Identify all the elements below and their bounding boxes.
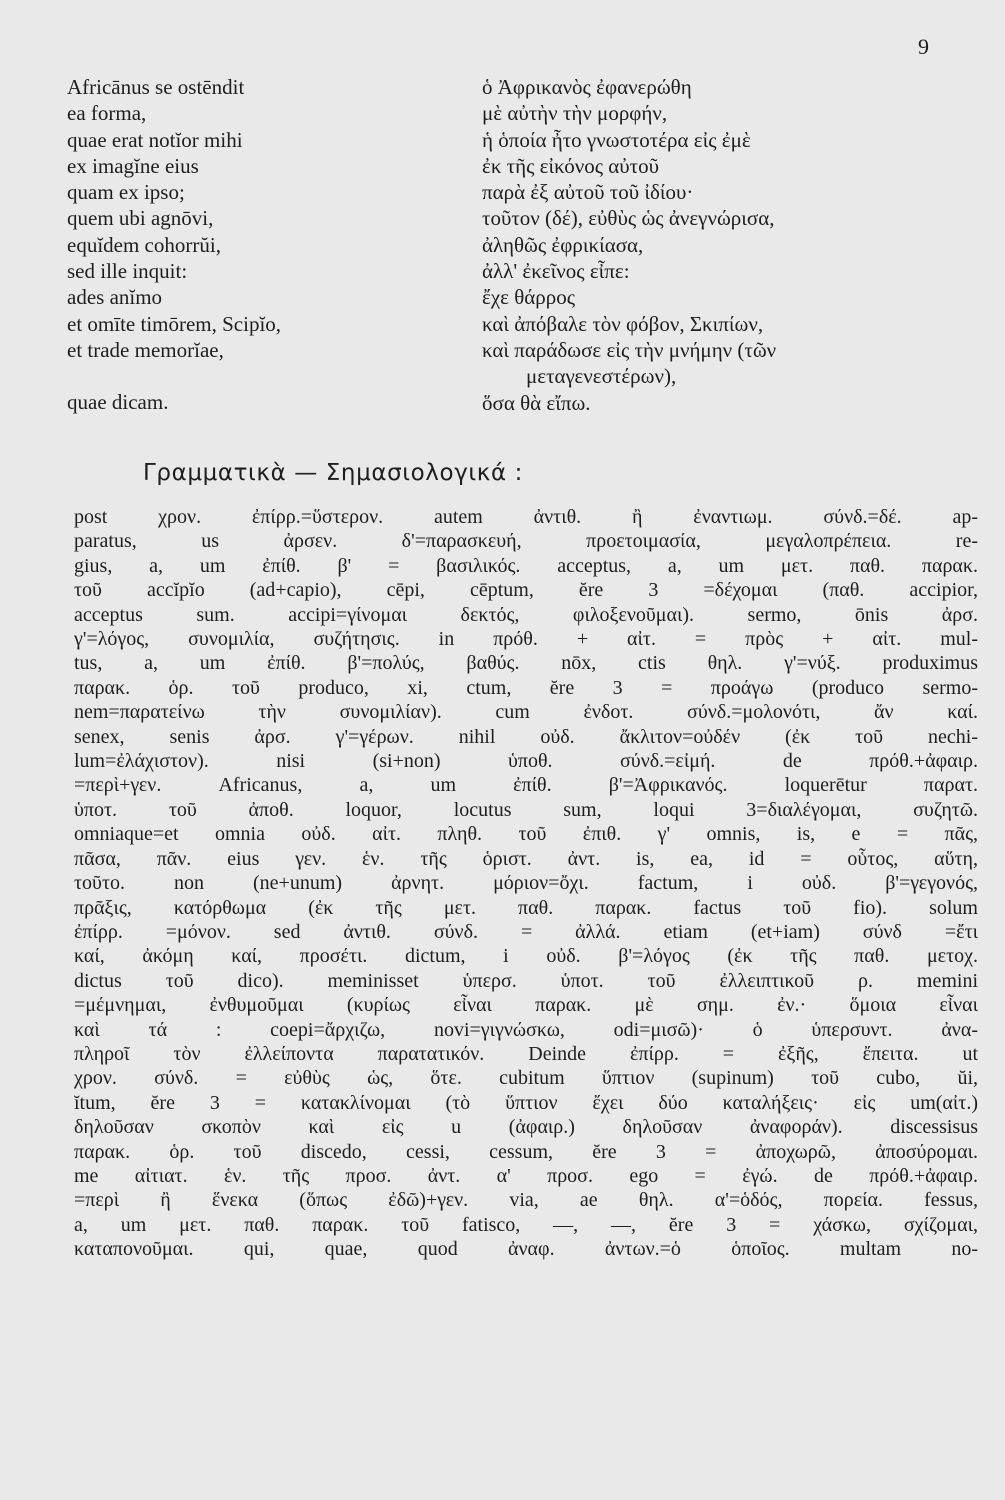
glossary-line: πληροῖ τὸν ἐλλείποντα παρατατικόν. Deinde ἐπίρρ. = ἐξῆς, ἔπειτα. ut xyxy=(74,1042,978,1065)
latin-text-column xyxy=(67,74,447,416)
glossary-line: a, um μετ. παθ. παρακ. τοῦ fatisco, —, —, ĕre 3 = χάσκω, σχίζομαι, xyxy=(74,1213,978,1236)
glossary-paragraph xyxy=(74,505,978,1262)
glossary-line: πᾶσα, πᾶν. eius γεν. ἑν. τῆς ὁριστ. ἀντ. is, ea, id = οὗτος, αὕτη, xyxy=(74,847,978,870)
glossary-line: paratus, us ἀρσεν. δ'=παρασκευή, προετοιμασία, μεγαλοπρέπεια. re- xyxy=(74,530,978,553)
greek-line: μεταγενεστέρων), xyxy=(526,364,677,389)
glossary-line: me αἰτιατ. ἑν. τῆς προσ. ἀντ. α' προσ. ego = ἐγώ. de πρόθ.+ἀφαιρ. xyxy=(74,1164,978,1187)
glossary-line: καταπονοῦμαι. qui, quae, quod ἀναφ. ἀντων.=ὁ ὁποῖος. multam no- xyxy=(74,1238,978,1261)
latin-line: et omīte timōrem, Scipĭo, xyxy=(67,311,282,336)
glossary-line: =περὶ ἢ ἕνεκα (ὅπως ἐδῶ)+γεν. via, ae θηλ. α'=ὁδός, πορεία. fessus, xyxy=(74,1189,978,1212)
greek-line: ἀλλ' ἐκεῖνος εἶπε: xyxy=(482,259,630,284)
latin-line: ex imagĭne eius xyxy=(67,153,199,178)
glossary-line: τοῦ accĭpĭo (ad+capio), cēpi, cēptum, ĕre 3 =δέχομαι (παθ. accipior, xyxy=(74,579,978,602)
glossary-line: dictus τοῦ dico). meminisset ὑπερσ. ὑποτ. τοῦ ἐλλειπτικοῦ ρ. memini xyxy=(74,969,978,992)
glossary-line: δηλοῦσαν σκοπὸν καὶ εἰς u (ἀφαιρ.) δηλοῦσαν ἀναφοράν). discessisus xyxy=(74,1116,978,1139)
glossary-line: =περὶ+γεν. Africanus, a, um ἐπίθ. β'=Ἀφρικανός. loquerētur παρατ. xyxy=(74,774,978,797)
latin-line: quae erat notĭor mihi xyxy=(67,127,243,152)
greek-line: ἀληθῶς ἐφρικίασα, xyxy=(482,232,644,257)
greek-line: καὶ παράδωσε εἰς τὴν μνήμην (τῶν xyxy=(482,337,777,362)
latin-line: quae dicam. xyxy=(67,390,169,415)
glossary-line: ĭtum, ĕre 3 = κατακλίνομαι (τὸ ὕπτιον ἔχει δύο καταλήξεις· εἰς um(αἰτ.) xyxy=(74,1091,978,1114)
greek-line: ἐκ τῆς εἰκόνος αὐτοῦ xyxy=(482,153,660,178)
latin-line: et trade memorĭae, xyxy=(67,337,224,362)
latin-line: quem ubi agnōvi, xyxy=(67,206,214,231)
glossary-line: καὶ τά : coepi=ἄρχιζω, novi=γιγνώσκω, odi=μισῶ)· ὁ ὑπερσυντ. ἀνα- xyxy=(74,1018,978,1041)
latin-line: equĭdem cohorrŭi, xyxy=(67,232,221,257)
glossary-line: post χρον. ἐπίρρ.=ὕστερον. autem ἀντιθ. ἢ ἐναντιωμ. σύνδ.=δέ. ap- xyxy=(74,506,978,528)
latin-line: ea forma, xyxy=(67,101,147,126)
page-number: 9 xyxy=(918,34,929,59)
glossary-line: καί, ἀκόμη καί, προσέτι. dictum, i οὐδ. β'=λόγος (ἐκ τῆς παθ. μετοχ. xyxy=(74,945,978,968)
section-heading: Γραμματικὰ — Σημασιολογικά : xyxy=(143,460,523,486)
latin-line: Africānus se ostēndit xyxy=(67,75,245,99)
greek-translation-column xyxy=(482,74,982,416)
glossary-line: ὑποτ. τοῦ ἀποθ. loquor, locutus sum, loqui 3=διαλέγομαι, συζητῶ. xyxy=(74,798,978,821)
latin-line: quam ex ipso; xyxy=(67,180,185,205)
greek-line: μὲ αὐτὴν τὴν μορφήν, xyxy=(482,101,668,126)
glossary-line: tus, a, um ἐπίθ. β'=πολύς, βαθύς. nōx, ctis θηλ. γ'=νύξ. produximus xyxy=(74,652,978,675)
glossary-line: ἐπίρρ. =μόνον. sed ἀντιθ. σύνδ. = ἀλλά. etiam (et+iam) σύνδ =ἔτι xyxy=(74,920,978,943)
latin-line: sed ille inquit: xyxy=(67,259,188,284)
glossary-line: lum=ἐλάχιστον). nisi (si+non) ὑποθ. σύνδ.=εἰμή. de πρόθ.+ἀφαιρ. xyxy=(74,750,978,773)
glossary-line: τοῦτο. non (ne+unum) ἀρνητ. μόριον=ὄχι. factum, i οὐδ. β'=γεγονός, xyxy=(74,872,978,895)
greek-line: τοῦτον (δέ), εὐθὺς ὡς ἀνεγνώρισα, xyxy=(482,206,775,231)
glossary-line: παρακ. ὁρ. τοῦ produco, xi, ctum, ĕre 3 = προάγω (produco sermo- xyxy=(74,676,978,699)
glossary-line: γ'=λόγος, συνομιλία, συζήτησις. in πρόθ. + αἰτ. = πρὸς + αἰτ. mul- xyxy=(74,628,978,651)
latin-line: ades anĭmo xyxy=(67,285,163,310)
greek-line: καὶ ἀπόβαλε τὸν φόβον, Σκιπίων, xyxy=(482,311,764,336)
glossary-line: acceptus sum. accipi=γίνομαι δεκτός, φιλοξενοῦμαι). sermo, ōnis ἀρσ. xyxy=(74,603,978,626)
glossary-line: =μέμνημαι, ἐνθυμοῦμαι (κυρίως εἶναι παρακ. μὲ σημ. ἐν.· ὅμοια εἶναι xyxy=(74,994,978,1017)
glossary-line: χρον. σύνδ. = εὐθὺς ὡς, ὅτε. cubitum ὕπτιον (supinum) τοῦ cubo, ŭi, xyxy=(74,1067,978,1090)
greek-line: παρὰ ἐξ αὐτοῦ τοῦ ἰδίου· xyxy=(482,180,694,205)
greek-line: ἡ ὁποία ἦτο γνωστοτέρα εἰς ἐμὲ xyxy=(482,127,751,152)
latin-line-spacer xyxy=(67,363,447,389)
glossary-line: gius, a, um ἐπίθ. β' = βασιλικός. acceptus, a, um μετ. παθ. παρακ. xyxy=(74,554,978,577)
glossary-line: senex, senis ἀρσ. γ'=γέρων. nihil οὐδ. ἄκλιτον=οὐδέν (ἐκ τοῦ nechi- xyxy=(74,725,978,748)
glossary-line: πρᾶξις, κατόρθωμα (ἐκ τῆς μετ. παθ. παρακ. factus τοῦ fio). solum xyxy=(74,896,978,919)
greek-line: ἔχε θάρρος xyxy=(482,285,576,310)
glossary-line: omniaque=et omnia οὐδ. αἰτ. πληθ. τοῦ ἐπιθ. γ' omnis, is, e = πᾶς, xyxy=(74,823,978,846)
greek-line: ὅσα θὰ εἴπω. xyxy=(482,390,591,415)
glossary-line: nem=παρατείνω τὴν συνομιλίαν). cum ἐνδοτ. σύνδ.=μολονότι, ἄν καί. xyxy=(74,701,978,724)
greek-line: ὁ Ἀφρικανὸς ἐφανερώθη xyxy=(482,75,692,99)
glossary-line: παρακ. ὁρ. τοῦ discedo, cessi, cessum, ĕre 3 = ἀποχωρῶ, ἀποσύρομαι. xyxy=(74,1140,978,1163)
